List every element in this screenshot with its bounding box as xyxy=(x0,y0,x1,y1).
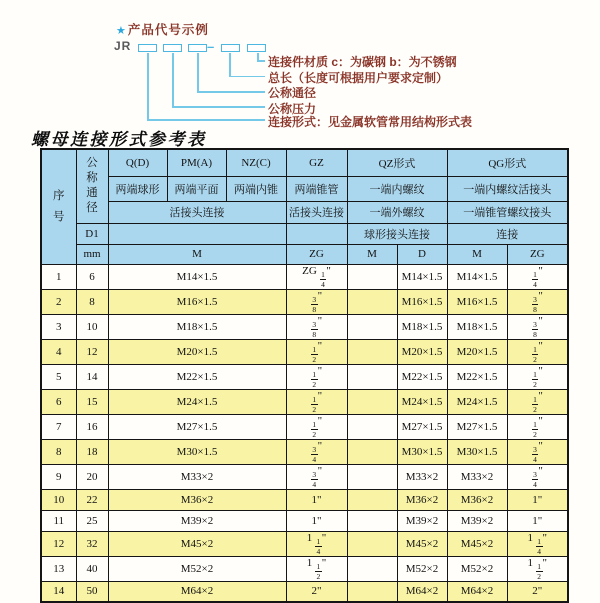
cell-qg-m: M30×1.5 xyxy=(447,439,507,464)
cell-qg-m: M27×1.5 xyxy=(447,414,507,439)
header-serial: 序号 xyxy=(41,149,76,264)
cell-mm: 20 xyxy=(76,464,108,489)
cell-qg-m: M39×2 xyxy=(447,510,507,531)
cell-qz-m xyxy=(347,389,397,414)
subheader-m-main: M xyxy=(108,244,286,264)
fraction: $\frac{3}{8}$ xyxy=(533,294,537,314)
cell-qz-d: M52×2 xyxy=(397,556,447,581)
header-qg-desc1: 一端内螺纹活接头 xyxy=(447,176,568,201)
cell-no: 2 xyxy=(41,289,76,314)
cell-no: 4 xyxy=(41,339,76,364)
cell-qg-zg: 1 $\frac{1}{2}$ " xyxy=(507,556,568,581)
code-box-1 xyxy=(138,44,157,52)
fraction: $\frac{1}{2}$ xyxy=(533,419,537,439)
cell-qg-zg: 1" xyxy=(507,510,568,531)
connector-line xyxy=(197,91,265,93)
cell-gz: ZG $\frac{1}{4}$ " xyxy=(286,264,347,289)
table-row xyxy=(41,289,568,314)
cell-mm: 6 xyxy=(76,264,108,289)
header-row-3 xyxy=(41,201,568,223)
cell-no: 6 xyxy=(41,389,76,414)
subheader-d-qz: D xyxy=(397,244,447,264)
table-row xyxy=(41,464,568,489)
cell-qz-d: M27×1.5 xyxy=(397,414,447,439)
cell-mm: 32 xyxy=(76,531,108,556)
connector-line xyxy=(257,60,265,62)
cell-gz: $\frac{3}{8}$ " xyxy=(286,289,347,314)
cell-qg-zg: $\frac{3}{8}$ " xyxy=(507,314,568,339)
diagram-label-length: 总长（长度可根据用户要求定制） xyxy=(268,70,449,85)
cell-m: M14×1.5 xyxy=(108,264,286,289)
code-dash: – xyxy=(207,39,215,54)
fraction: $\frac{3}{4}$ xyxy=(533,444,537,464)
cell-mm: 8 xyxy=(76,289,108,314)
connector-line xyxy=(172,106,265,108)
cell-no: 3 xyxy=(41,314,76,339)
cell-qg-zg: $\frac{1}{2}$ " xyxy=(507,364,568,389)
cell-qz-d: M18×1.5 xyxy=(397,314,447,339)
cell-qz-m xyxy=(347,464,397,489)
header-row-1 xyxy=(41,149,568,176)
cell-m: M27×1.5 xyxy=(108,414,286,439)
cell-gz: 1" xyxy=(286,510,347,531)
cell-qz-m xyxy=(347,510,397,531)
table-body xyxy=(41,264,568,602)
cell-mm: 25 xyxy=(76,510,108,531)
cell-gz: 1" xyxy=(286,489,347,510)
cell-gz: 1 $\frac{1}{4}$ " xyxy=(286,531,347,556)
cell-qg-m: M45×2 xyxy=(447,531,507,556)
header-blank-gz xyxy=(286,223,347,244)
cell-m: M33×2 xyxy=(108,464,286,489)
product-code-diagram xyxy=(0,0,600,129)
table-row xyxy=(41,314,568,339)
table-row xyxy=(41,556,568,581)
subheader-m-qz: M xyxy=(347,244,397,264)
cell-gz: $\frac{1}{2}$ " xyxy=(286,339,347,364)
header-qz-inner-thread: 一端内螺纹 xyxy=(347,176,447,201)
fraction: $\frac{1}{2}$ xyxy=(533,394,537,414)
connector-line xyxy=(229,53,231,76)
cell-no: 8 xyxy=(41,439,76,464)
subheader-m-qg: M xyxy=(447,244,507,264)
page-title: 螺母连接形式参考表 xyxy=(31,130,207,149)
cell-m: M64×2 xyxy=(108,581,286,602)
cell-qg-m: M33×2 xyxy=(447,464,507,489)
header-gz: GZ xyxy=(286,149,347,176)
header-union-connection: 活接头连接 xyxy=(108,201,286,223)
fraction: $\frac{1}{2}$ xyxy=(533,344,537,364)
cell-qz-m xyxy=(347,556,397,581)
connector-line xyxy=(197,53,199,92)
cell-no: 13 xyxy=(41,556,76,581)
table-row xyxy=(41,364,568,389)
cell-qz-m xyxy=(347,581,397,602)
header-gz-connection: 活接头连接 xyxy=(286,201,347,223)
cell-qg-m: M22×1.5 xyxy=(447,364,507,389)
cell-qg-zg: 2" xyxy=(507,581,568,602)
cell-qz-d: M14×1.5 xyxy=(397,264,447,289)
cell-mm: 15 xyxy=(76,389,108,414)
cell-mm: 18 xyxy=(76,439,108,464)
cell-no: 5 xyxy=(41,364,76,389)
cell-qg-m: M36×2 xyxy=(447,489,507,510)
cell-qg-m: M14×1.5 xyxy=(447,264,507,289)
connector-line xyxy=(229,76,265,78)
fraction: $\frac{1}{2}$ xyxy=(312,369,317,389)
cell-no: 14 xyxy=(41,581,76,602)
cell-qz-m xyxy=(347,414,397,439)
header-row-4 xyxy=(41,223,568,244)
cell-mm: 40 xyxy=(76,556,108,581)
star-icon: ★ xyxy=(116,25,127,37)
cell-qg-zg: 1 $\frac{1}{4}$ " xyxy=(507,531,568,556)
cell-qz-m xyxy=(347,314,397,339)
connector-line xyxy=(147,119,265,121)
cell-m: M39×2 xyxy=(108,510,286,531)
cell-mm: 12 xyxy=(76,339,108,364)
header-nz-desc: 两端内锥 xyxy=(226,176,286,201)
code-box-4 xyxy=(221,44,240,52)
cell-qg-m: M64×2 xyxy=(447,581,507,602)
table-row xyxy=(41,489,568,510)
table-row xyxy=(41,339,568,364)
cell-gz: $\frac{1}{2}$ " xyxy=(286,389,347,414)
cell-gz: $\frac{1}{2}$ " xyxy=(286,364,347,389)
header-gz-desc: 两端锥管 xyxy=(286,176,347,201)
header-qz: QZ形式 xyxy=(347,149,447,176)
cell-qz-d: M36×2 xyxy=(397,489,447,510)
cell-qg-zg: $\frac{3}{4}$ " xyxy=(507,464,568,489)
cell-qz-d: M20×1.5 xyxy=(397,339,447,364)
cell-qz-d: M30×1.5 xyxy=(397,439,447,464)
code-box-5 xyxy=(247,44,266,52)
cell-qg-zg: $\frac{1}{2}$ " xyxy=(507,339,568,364)
header-qg-desc2: 一端锥管螺纹接头 xyxy=(447,201,568,223)
cell-qz-d: M33×2 xyxy=(397,464,447,489)
fraction: $\frac{3}{8}$ xyxy=(533,319,537,339)
table-row xyxy=(41,264,568,289)
cell-qz-m xyxy=(347,439,397,464)
table-row xyxy=(41,510,568,531)
fraction: $\frac{1}{4}$ xyxy=(533,269,537,289)
cell-m: M18×1.5 xyxy=(108,314,286,339)
header-qz-connection: 球形接头连接 xyxy=(347,223,447,244)
cell-mm: 22 xyxy=(76,489,108,510)
cell-qg-zg: $\frac{1}{2}$ " xyxy=(507,414,568,439)
table-row xyxy=(41,581,568,602)
header-qg-connection: 连接 xyxy=(447,223,568,244)
header-blank-main xyxy=(108,223,286,244)
cell-m: M36×2 xyxy=(108,489,286,510)
cell-qz-m xyxy=(347,489,397,510)
cell-mm: 14 xyxy=(76,364,108,389)
cell-qz-d: M64×2 xyxy=(397,581,447,602)
diagram-label-diameter: 公称通径 xyxy=(268,86,317,100)
fraction: $\frac{1}{2}$ xyxy=(312,394,317,414)
header-nz: NZ(C) xyxy=(226,149,286,176)
cell-no: 11 xyxy=(41,510,76,531)
header-mm: mm xyxy=(76,244,108,264)
fraction: $\frac{1}{2}$ xyxy=(312,344,317,364)
diagram-heading xyxy=(116,20,209,38)
cell-qg-zg: $\frac{3}{8}$ " xyxy=(507,289,568,314)
header-row-2 xyxy=(41,176,568,201)
cell-qg-m: M20×1.5 xyxy=(447,339,507,364)
header-q: Q(D) xyxy=(108,149,167,176)
table-row xyxy=(41,439,568,464)
cell-m: M22×1.5 xyxy=(108,364,286,389)
cell-m: M16×1.5 xyxy=(108,289,286,314)
cell-qz-m xyxy=(347,531,397,556)
cell-qz-m xyxy=(347,289,397,314)
fraction: $\frac{1}{4}$ xyxy=(321,269,325,289)
header-q-desc: 两端球形 xyxy=(108,176,167,201)
cell-gz: $\frac{3}{4}$ " xyxy=(286,464,347,489)
header-qz-outer-thread: 一端外螺纹 xyxy=(347,201,447,223)
cell-gz: $\frac{3}{4}$ " xyxy=(286,439,347,464)
cell-qz-d: M24×1.5 xyxy=(397,389,447,414)
code-box-2 xyxy=(163,44,182,52)
fraction: $\frac{1}{2}$ xyxy=(533,369,537,389)
cell-m: M20×1.5 xyxy=(108,339,286,364)
cell-no: 9 xyxy=(41,464,76,489)
cell-gz: 2" xyxy=(286,581,347,602)
fraction: $\frac{3}{4}$ xyxy=(312,469,317,489)
cell-m: M24×1.5 xyxy=(108,389,286,414)
fraction: $\frac{1}{2}$ xyxy=(312,419,317,439)
cell-no: 12 xyxy=(41,531,76,556)
cell-m: M45×2 xyxy=(108,531,286,556)
fraction: $\frac{1}{2}$ xyxy=(316,561,321,581)
cell-qg-zg: $\frac{1}{4}$ " xyxy=(507,264,568,289)
cell-no: 7 xyxy=(41,414,76,439)
diagram-label-connection: 连接形式：见金属软管常用结构形式表 xyxy=(268,114,473,129)
header-pm-desc: 两端平面 xyxy=(167,176,226,201)
cell-m: M52×2 xyxy=(108,556,286,581)
fraction: $\frac{1}{4}$ xyxy=(537,536,542,556)
code-box-3 xyxy=(188,44,207,52)
diagram-label-pressure: 公称压力 xyxy=(268,101,317,116)
cell-qz-m xyxy=(347,264,397,289)
diagram-heading-text: 产品代号示例 xyxy=(127,23,209,37)
nut-connection-table xyxy=(40,148,569,603)
fraction: $\frac{3}{4}$ xyxy=(533,469,537,489)
cell-mm: 16 xyxy=(76,414,108,439)
table-row xyxy=(41,414,568,439)
header-nominal-diameter: 公称通径 xyxy=(76,149,108,223)
cell-mm: 10 xyxy=(76,314,108,339)
table-header xyxy=(41,149,568,264)
fraction: $\frac{3}{8}$ xyxy=(312,294,317,314)
cell-m: M30×1.5 xyxy=(108,439,286,464)
cell-qg-zg: $\frac{1}{2}$ " xyxy=(507,389,568,414)
cell-qg-m: M16×1.5 xyxy=(447,289,507,314)
cell-no: 1 xyxy=(41,264,76,289)
table-row xyxy=(41,389,568,414)
header-row-5 xyxy=(41,244,568,264)
cell-qg-zg: 1" xyxy=(507,489,568,510)
diagram-label-material: 连接件材质 c：为碳钢 b：为不锈钢 xyxy=(268,55,457,69)
header-qg: QG形式 xyxy=(447,149,568,176)
cell-qz-d: M22×1.5 xyxy=(397,364,447,389)
connector-line xyxy=(172,53,174,107)
fraction: $\frac{3}{8}$ xyxy=(312,319,317,339)
product-code-prefix: JR xyxy=(114,39,132,53)
cell-qz-m xyxy=(347,339,397,364)
subheader-zg-qg: ZG xyxy=(507,244,568,264)
connector-line xyxy=(147,53,149,120)
cell-gz: $\frac{3}{8}$ " xyxy=(286,314,347,339)
cell-mm: 50 xyxy=(76,581,108,602)
cell-qz-m xyxy=(347,364,397,389)
fraction: $\frac{1}{2}$ xyxy=(537,561,542,581)
cell-qz-d: M39×2 xyxy=(397,510,447,531)
cell-gz: $\frac{1}{2}$ " xyxy=(286,414,347,439)
cell-qg-m: M24×1.5 xyxy=(447,389,507,414)
cell-qg-m: M18×1.5 xyxy=(447,314,507,339)
cell-no: 10 xyxy=(41,489,76,510)
table-row xyxy=(41,531,568,556)
cell-qg-zg: $\frac{3}{4}$ " xyxy=(507,439,568,464)
subheader-zg-gz: ZG xyxy=(286,244,347,264)
fraction: $\frac{1}{4}$ xyxy=(316,536,321,556)
header-d1: D1 xyxy=(76,223,108,244)
cell-qz-d: M45×2 xyxy=(397,531,447,556)
cell-qz-d: M16×1.5 xyxy=(397,289,447,314)
cell-qg-m: M52×2 xyxy=(447,556,507,581)
cell-gz: 1 $\frac{1}{2}$ " xyxy=(286,556,347,581)
fraction: $\frac{3}{4}$ xyxy=(312,444,317,464)
header-pm: PM(A) xyxy=(167,149,226,176)
